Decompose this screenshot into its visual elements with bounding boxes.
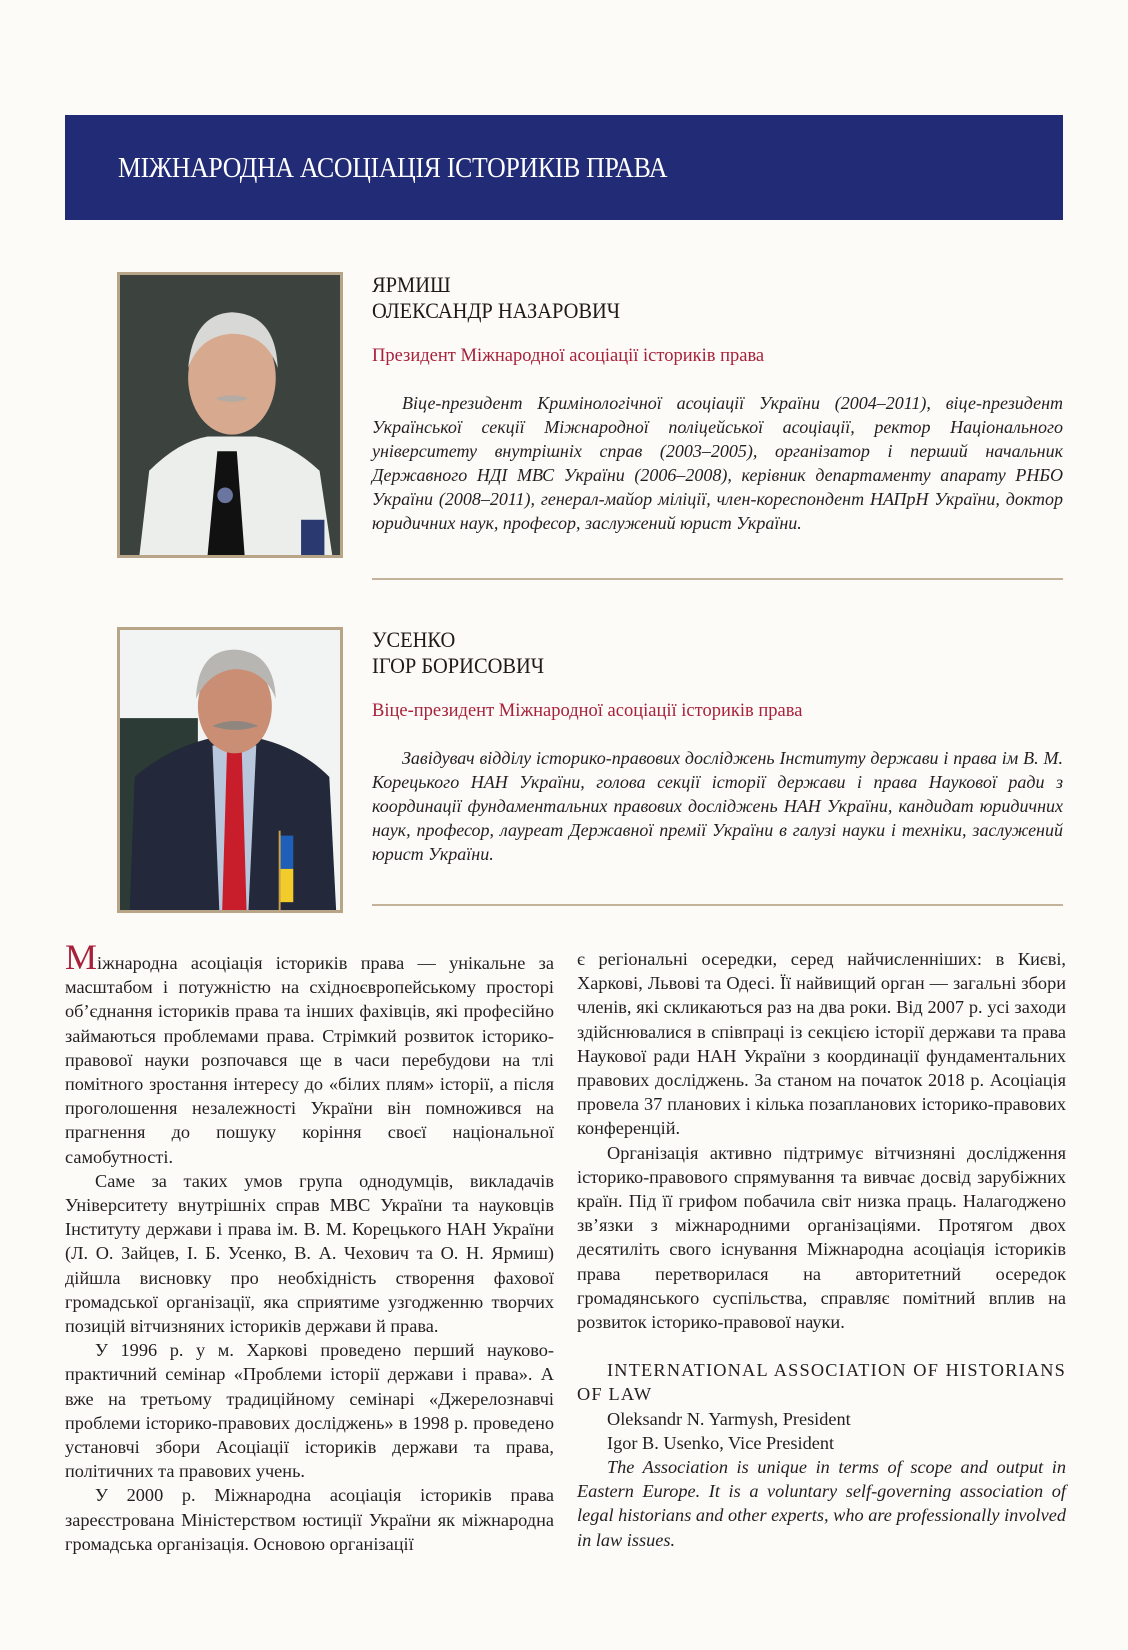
divider [372,578,1063,580]
profile-info [372,272,1063,535]
portrait-photo-usenko [117,627,343,913]
profile-surname: ЯРМИШ [372,272,451,297]
profile-surname: УСЕНКО [372,627,456,652]
profile-bio: Віце-президент Кримінологічної асоціації України (2004–2011), віце-президент Української секції Міжнародної поліцейської асоціації, ректор Національного університету внутрішніх справ (2003–2005), організатор і перший начальник Державного НДІ МВС України (2006–2008), керівник департаменту апарату РНБО України (2008–2011), генерал-майор міліції, член-кореспондент НАПрН України, доктор юридичних наук, професор, заслужений юрист України. [372,393,1063,533]
divider [372,904,1063,906]
article-left-column [65,937,554,1556]
profile-role: Президент Міжнародної асоціації істориків права [372,346,765,366]
article-paragraph: Організація активно підтримує вітчизняні дослідження історико-правового спрямування та вивчає досвід зарубіжних країн. Під її грифом побачила світ низка праць. Налагоджено зв’язки з міжнародними організаціями. Протягом двох десятиліть свого існування Міжнародна асоціація істориків права перетворилася на авторитетний осередок громадянського суспільства, справляє помітний вплив на розвиток історико-правової науки. [577,1142,1066,1333]
profile-info [372,627,1063,866]
profile-given-names: ОЛЕКСАНДР НАЗАРОВИЧ [372,298,621,323]
header-band [65,115,1063,220]
portrait-man-white-uniform-icon [120,275,340,555]
article-right-column [577,947,1066,1552]
profile-bio: Завідувач відділу історико-правових досліджень Інституту держави і права ім В. М. Корецького НАН України, голова секції історії держави і права Наукової ради з координації фундаментальних правових досліджень НАН України, кандидат юридичних наук, професор, лауреат Державної премії України в галузі науки і техніки, заслужений юрист України. [372,748,1063,864]
english-heading: INTERNATIONAL ASSOCIATION OF HISTORIANS OF LAW [577,1360,1066,1405]
article-paragraph: У 2000 р. Міжнародна асоціація істориків права зареєстрована Міністерством юстиції України як міжнародна громадська організація. Основою організації [65,1485,554,1554]
profile-role: Віце-президент Міжнародної асоціації істориків права [372,701,803,721]
profile-president [117,272,1063,562]
article-paragraph: У 1996 р. у м. Харкові проведено перший науково-практичний семінар «Проблеми історії держави і права». А вже на третьому традиційному семінарі «Джерелознавчі проблеми історико-правових досліджень» в 1998 р. проведено установчі збори Асоціації істориків держави та права, політичних та правових учень. [65,1340,554,1482]
paragraph-text: іжнародна асоціація істориків права — унікальне за масштабом і потужністю на східноєвропейському просторі об’єднання істориків права та інших фахівців, які професійно займаються проблемами права. Стрімкий розвиток історико-правової науки розпочався ще в часи перебудови на тлі помітного зростання інтересу до «білих плям» історії, а після проголошення незалежності України він помножився на прагнення до пошуку коріння своєї національної самобутності. [65,953,554,1167]
portrait-man-dark-suit-flag-icon [120,630,340,910]
english-summary: The Association is unique in terms of scope and output in Eastern Europe. It is a voluntary self-governing association of legal historians and other experts, who are professionally involved in law issues. [577,1457,1066,1550]
drop-cap: М [65,937,98,977]
article-paragraph: Саме за таких умов група однодумців, викладачів Університету внутрішніх справ МВС України та науковців Інституту держави і права ім. В. М. Корецького НАН України (Л. О. Зайцев, І. Б. Усенко, В. А. Чехович та О. Н. Ярмиш) дійшла висновку про необхідність створення фахової громадської організації, яка сприятиме узгодженню творчих позицій вітчизняних істориків держави й права. [65,1170,554,1337]
english-vice-president: Igor B. Usenko, Vice President [607,1432,835,1453]
article-paragraph [65,937,554,1169]
page-title: МІЖНАРОДНА АСОЦІАЦІЯ ІСТОРИКІВ ПРАВА [118,153,668,184]
portrait-photo-yarmysh [117,272,343,558]
article-paragraph: є регіональні осередки, серед найчисленніших: в Києві, Харкові, Львові та Одесі. Її найвищий орган — загальні збори членів, які скликаються раз на два роки. Від 2007 р. усі заходи здійснювалися в співпраці із секцією історії держави та права Наукової ради НАН України з координації фундаментальних правових досліджень. За станом на початок 2018 р. Асоціація провела 37 планових і кілька позапланових історико-правових конференцій. [577,949,1066,1139]
profile-given-names: ІГОР БОРИСОВИЧ [372,653,545,678]
english-president: Oleksandr N. Yarmysh, President [607,1408,851,1429]
profile-vice-president [117,627,1063,917]
